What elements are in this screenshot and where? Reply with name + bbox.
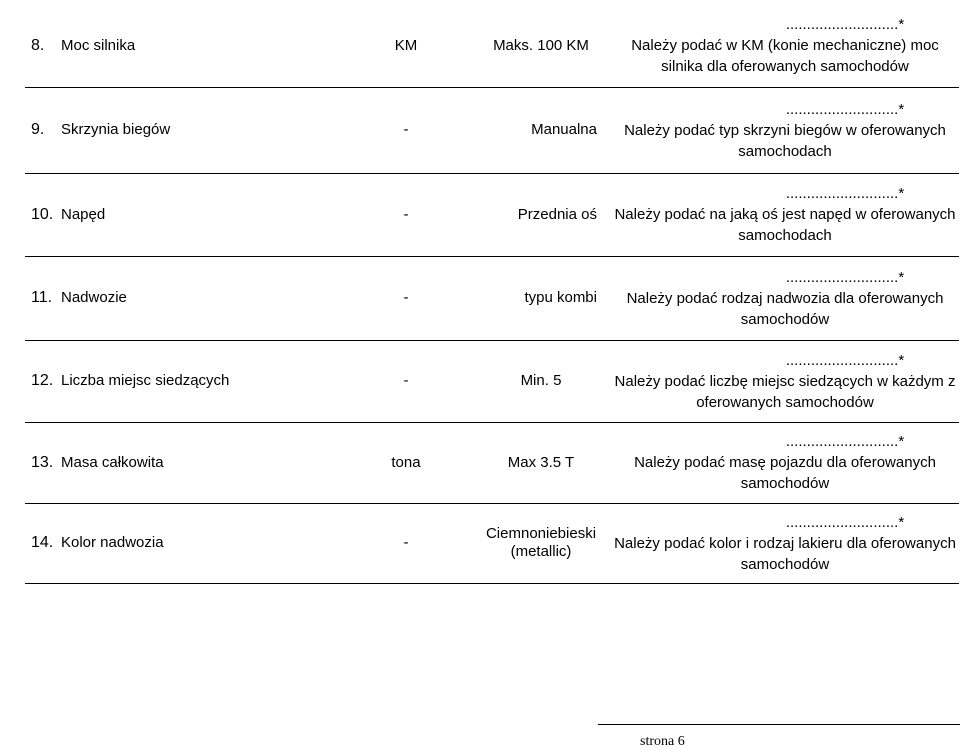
answer-cell <box>611 340 959 422</box>
answer-instruction: Należy podać masę pojazdu dla oferowanych samochodów <box>634 454 936 492</box>
parameter-unit: - <box>341 503 471 583</box>
parameter-unit: - <box>341 256 471 340</box>
table-row <box>25 422 959 503</box>
specification-table <box>25 5 959 584</box>
answer-instruction: Należy podać na jaką oś jest napęd w oferowanych samochodach <box>614 206 956 244</box>
parameter-unit: - <box>341 340 471 422</box>
parameter-name: Moc silnika <box>61 5 341 87</box>
answer-instruction: Należy podać kolor i rodzaj lakieru dla oferowanych samochodów <box>614 534 956 573</box>
answer-cell <box>611 422 959 503</box>
footer-divider <box>598 724 960 725</box>
parameter-requirement: Maks. 100 KM <box>471 5 611 87</box>
parameter-name: Nadwozie <box>61 256 341 340</box>
table-row <box>25 173 959 256</box>
answer-placeholder: ...........................* <box>785 433 905 450</box>
answer-placeholder: ...........................* <box>785 16 905 34</box>
answer-placeholder: ...........................* <box>785 268 905 286</box>
answer-cell <box>611 87 959 173</box>
parameter-name: Liczba miejsc siedzących <box>61 340 341 422</box>
parameter-requirement: typu kombi <box>471 256 611 340</box>
row-number: 12. <box>25 340 61 422</box>
answer-placeholder: ...........................* <box>785 351 905 369</box>
parameter-requirement: Ciemnoniebieski (metallic) <box>471 503 611 583</box>
parameter-unit: tona <box>341 422 471 503</box>
parameter-requirement: Manualna <box>471 87 611 173</box>
parameter-unit: KM <box>341 5 471 87</box>
answer-placeholder: ...........................* <box>785 185 905 202</box>
row-number: 10. <box>25 173 61 256</box>
parameter-requirement: Max 3.5 T <box>471 422 611 503</box>
answer-placeholder: ...........................* <box>785 513 905 531</box>
parameter-name: Kolor nadwozia <box>61 503 341 583</box>
parameter-requirement: Przednia oś <box>471 173 611 256</box>
answer-instruction: Należy podać rodzaj nadwozia dla oferowanych samochodów <box>626 289 944 328</box>
table-row <box>25 503 959 583</box>
parameter-requirement: Min. 5 <box>471 340 611 422</box>
table-row <box>25 87 959 173</box>
answer-cell <box>611 173 959 256</box>
parameter-unit: - <box>341 87 471 173</box>
row-number: 13. <box>25 422 61 503</box>
answer-cell <box>611 5 959 87</box>
answer-instruction: Należy podać w KM (konie mechaniczne) moc silnika dla oferowanych samochodów <box>631 37 939 76</box>
row-number: 14. <box>25 503 61 583</box>
table-row <box>25 340 959 422</box>
table-row <box>25 256 959 340</box>
row-number: 8. <box>25 5 61 87</box>
answer-cell <box>611 256 959 340</box>
parameter-name: Masa całkowita <box>61 422 341 503</box>
row-number: 9. <box>25 87 61 173</box>
answer-instruction: Należy podać typ skrzyni biegów w oferowanych samochodach <box>624 121 946 160</box>
answer-cell <box>611 503 959 583</box>
answer-instruction: Należy podać liczbę miejsc siedzących w każdym z oferowanych samochodów <box>614 372 956 411</box>
answer-placeholder: ...........................* <box>785 100 905 118</box>
table-row <box>25 5 959 87</box>
row-number: 11. <box>25 256 61 340</box>
page-number: strona 6 <box>640 734 685 749</box>
parameter-name: Skrzynia biegów <box>61 87 341 173</box>
parameter-unit: - <box>341 173 471 256</box>
parameter-name: Napęd <box>61 173 341 256</box>
